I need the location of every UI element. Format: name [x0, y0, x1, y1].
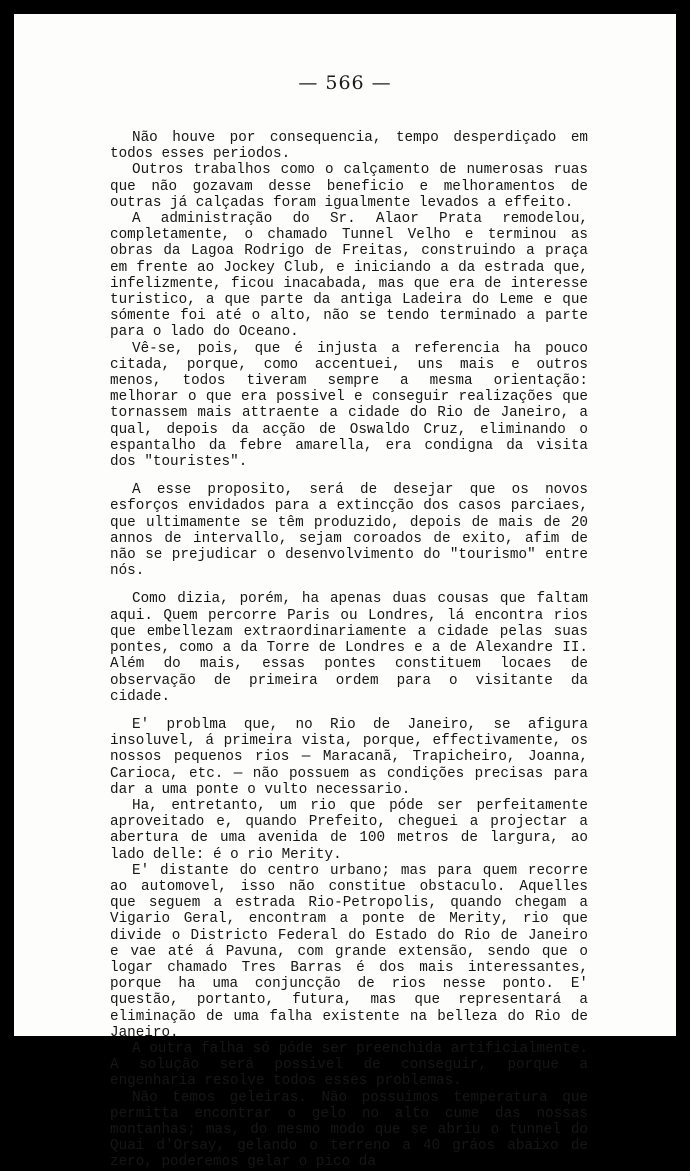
- paragraph-5: A esse proposito, será de desejar que os novos esforços envidados para a extincção dos casos parciaes, que ultimamente se têm produzido, depois de mais de 20 annos de intervallo, sejam coroados de exito, afim de não se prejudicar o desenvolvimento do "tourismo" entre nós.: [110, 482, 588, 580]
- paragraph-7: E' problma que, no Rio de Janeiro, se afigura insoluvel, á primeira vista, porque, effectivamente, os nossos pequenos rios — Maracanã, Trapicheiro, Joanna, Carioca, etc. — não possuem as condições precisas para dar a uma ponte o vulto necessario.: [110, 716, 588, 798]
- paragraph-1: Não houve por consequencia, tempo desperdiçado em todos esses periodos.: [110, 130, 588, 163]
- body-text: [110, 130, 588, 1171]
- paragraph-2: Outros trabalhos como o calçamento de numerosas ruas que não gozavam desse beneficio e melhoramentos de outras já calçadas foram igualmente levados a effeito.: [110, 162, 588, 211]
- paragraph-8: Ha, entretanto, um rio que póde ser perfeitamente aproveitado e, quando Prefeito, cheguei a projectar a abertura de uma avenida de 100 metros de largura, ao lado delle: é o rio Merity.: [110, 797, 588, 863]
- page-number: — 566 —: [298, 72, 392, 94]
- paragraph-6: Como dizia, porém, ha apenas duas cousas que faltam aqui. Quem percorre Paris ou Londres, lá encontra rios que embellezam extraordinariamente a cidade pelas suas pontes, como a da Torre de Londres e a de Alexandre II. Além do mais, essas pontes constituem locaes de observação de primeira ordem para o visitante da cidade.: [110, 591, 588, 705]
- book-page: [14, 14, 676, 1171]
- paragraph-3: A administração do Sr. Alaor Prata remodelou, completamente, o chamado Tunnel Velho e terminou as obras da Lagoa Rodrigo de Freitas, construindo a praça em frente ao Jockey Club, e iniciando a da estrada que, infelizmente, ficou inacabada, mas que era de interesse turistico, a que parte da antiga Ladeira do Leme e que sómente foi até o alto, não se tendo terminado a parte para o lado do Oceano.: [110, 211, 588, 341]
- paragraph-4: Vê-se, pois, que é injusta a referencia ha pouco citada, porque, como accentuei, uns mais e outros menos, todos tiveram sempre a mesma orientação: melhorar o que era possivel e conseguir realizações que tornassem mais attraente a cidade do Rio de Janeiro, a qual, depois da acção de Oswaldo Cruz, eliminando o espantalho da febre amarella, era condigna da visita dos "touristes".: [110, 340, 588, 471]
- paragraph-9: E' distante do centro urbano; mas para quem recorre ao automovel, isso não constitue obstaculo. Aquelles que seguem a estrada Rio-Petropolis, quando chegam a Vigario Geral, encontram a ponte de Merity, rio que divide o Districto Federal do Estado do Rio de Janeiro e vae até á Pavuna, com grande extensão, sendo que o logar chamado Tres Barras é dos mais interessantes, porque ha uma conjuncção de rios nesse ponto. E' questão, portanto, futura, mas que representará a eliminação de uma falha existente na belleza do Rio de Janeiro.: [110, 862, 588, 1041]
- paragraph-10: A outra falha só póde ser preenchida artificialmente. A solução será possivel de conseguir, porque a engenharia resolve todos esses problemas.: [110, 1040, 588, 1090]
- paragraph-11: Não temos geleiras. Não possuimos temperatura que permitta encontrar o gelo no alto cume das nossas montanhas; mas, do mesmo modo que se abriu o tunnel do Quai d'Orsay, gelando o terreno a 40 gráos abaixo de zero, poderemos gelar o pico da: [110, 1089, 588, 1171]
